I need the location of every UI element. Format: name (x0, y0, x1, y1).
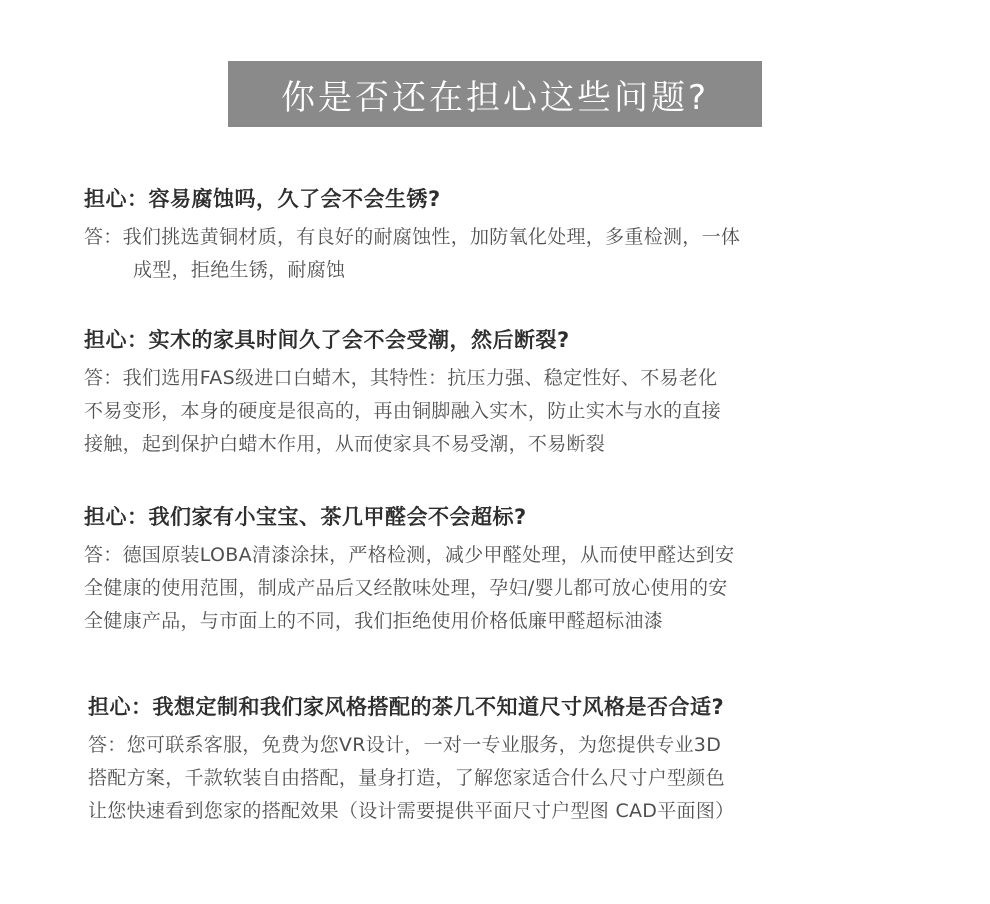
answer-line: 成型，拒绝生锈，耐腐蚀 (133, 259, 346, 281)
answer-text (84, 362, 904, 461)
answer-line: 答：德国原装LOBA清漆涂抹，严格检测，减少甲醛处理，从而使甲醛达到安 (84, 544, 735, 566)
answer-line: 让您快速看到您家的搭配效果（设计需要提供平面尺寸户型图 CAD平面图） (88, 800, 735, 822)
question-text: 担心：我想定制和我们家风格搭配的茶几不知道尺寸风格是否合适? (88, 695, 725, 719)
title-banner (228, 61, 762, 127)
answer-line: 答：我们选用FAS级进口白蜡木，其特性：抗压力强、稳定性好、不易老化 (84, 367, 718, 389)
qa-block-moisture (84, 326, 904, 461)
question-text: 担心：容易腐蚀吗，久了会不会生锈? (84, 187, 441, 211)
answer-line: 全健康的使用范围，制成产品后又经散味处理，孕妇/婴儿都可放心使用的安 (84, 577, 728, 599)
question-text: 担心：实木的家具时间久了会不会受潮，然后断裂? (84, 328, 570, 352)
answer-line: 全健康产品，与市面上的不同，我们拒绝使用价格低廉甲醛超标油漆 (84, 610, 664, 632)
qa-block-customization (88, 693, 908, 828)
answer-line: 答：我们挑选黄铜材质，有良好的耐腐蚀性，加防氧化处理，多重检测，一体 (84, 226, 741, 248)
answer-line: 不易变形，本身的硬度是很高的，再由铜脚融入实木，防止实木与水的直接 (84, 400, 721, 422)
answer-line: 搭配方案，千款软装自由搭配，量身打造，了解您家适合什么尺寸户型颜色 (88, 767, 725, 789)
qa-block-formaldehyde (84, 503, 904, 638)
qa-block-corrosion (84, 185, 904, 287)
answer-line: 接触，起到保护白蜡木作用，从而使家具不易受潮，不易断裂 (84, 433, 606, 455)
answer-line: 答：您可联系客服，免费为您VR设计，一对一专业服务，为您提供专业3D (88, 734, 722, 756)
banner-title: 你是否还在担心这些问题? (280, 77, 710, 118)
answer-text (84, 221, 904, 287)
question-text: 担心：我们家有小宝宝、茶几甲醛会不会超标? (84, 505, 527, 529)
answer-text (84, 539, 904, 638)
answer-text (88, 729, 908, 828)
